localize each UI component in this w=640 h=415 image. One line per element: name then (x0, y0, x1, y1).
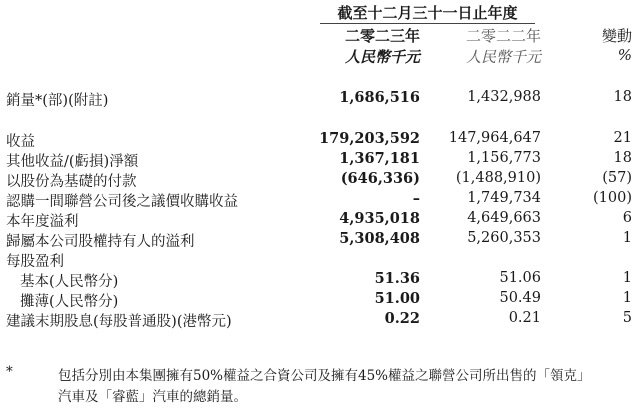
row-label: 建議末期股息(每股普通股)(港幣元) (6, 314, 232, 330)
value-change: 1 (622, 270, 632, 286)
row-label: 認購一間聯營公司後之議價收購收益 (6, 194, 238, 210)
col-2022-unit: 人民幣千元 (465, 48, 541, 66)
footnote-line-2: 汽車及「睿藍」汽車的總銷量。 (58, 389, 247, 405)
row-label: 銷量*(部)(附註) (6, 93, 109, 109)
value-2022: 1,432,988 (467, 89, 541, 105)
value-change: 21 (613, 130, 632, 146)
value-2023: 51.36 (374, 270, 420, 287)
footnote-marker: * (6, 364, 13, 380)
value-change: 1 (622, 290, 632, 306)
value-2022: 1,156,773 (467, 150, 541, 166)
row-label: 每股盈利 (6, 254, 64, 270)
value-2023: – (412, 190, 420, 207)
value-2022: 5,260,353 (467, 230, 541, 246)
value-2023: 4,935,018 (339, 210, 420, 227)
row-label: 基本(人民幣分) (20, 274, 119, 290)
value-2022: 51.06 (499, 270, 541, 286)
value-change: 1 (622, 230, 632, 246)
footnote-line-1: 包括分別由本集團擁有50%權益之合資公司及擁有45%權益之聯營公司所出售的「領克」 (58, 368, 591, 384)
value-2023: 0.22 (384, 310, 420, 327)
period-header: 截至十二月三十一日止年度 (337, 4, 518, 22)
value-change: (57) (602, 170, 632, 186)
col-2023-unit: 人民幣千元 (344, 48, 420, 66)
col-2022-year: 二零二二年 (465, 27, 541, 45)
row-label: 收益 (6, 134, 35, 150)
value-2022: 1,749,734 (467, 190, 541, 206)
col-change-title: 變動 (601, 27, 632, 45)
value-change: 5 (622, 310, 632, 326)
row-label: 歸屬本公司股權持有人的溢利 (6, 234, 195, 250)
col-change-unit: % (617, 46, 632, 64)
value-2023: 1,367,181 (339, 150, 420, 167)
row-label: 以股份為基礎的付款 (6, 174, 137, 190)
value-change: (100) (593, 190, 632, 206)
value-change: 18 (613, 89, 632, 105)
value-2022: 0.21 (508, 310, 541, 326)
row-label: 其他收益/(虧損)淨額 (6, 154, 139, 170)
header-divider (320, 23, 535, 24)
col-2023-year: 二零二三年 (344, 27, 420, 45)
value-2022: 147,964,647 (448, 130, 541, 146)
value-2023: 179,203,592 (319, 130, 420, 147)
value-2023: (646,336) (340, 170, 420, 187)
value-2023: 1,686,516 (339, 89, 420, 106)
value-2023: 51.00 (374, 290, 420, 307)
value-2022: (1,488,910) (455, 170, 541, 186)
row-label: 本年度溢利 (6, 214, 79, 230)
value-2022: 50.49 (499, 290, 541, 306)
value-change: 6 (622, 210, 632, 226)
value-2022: 4,649,663 (467, 210, 541, 226)
row-label: 攤薄(人民幣分) (20, 294, 119, 310)
value-change: 18 (613, 150, 632, 166)
value-2023: 5,308,408 (339, 230, 420, 247)
